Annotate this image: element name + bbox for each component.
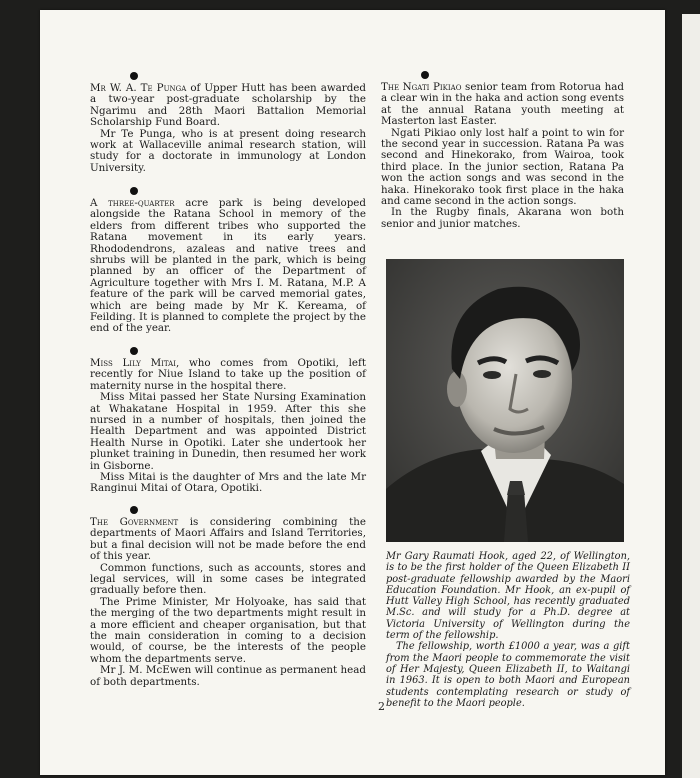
item-paragraph: Miss Mitai passed her State Nursing Examination at Whakatane Hospital in 1959. After this she nursed in a number of hospitals, then joined the Health Department and was appointed District Health Nurse in Opotiki. Later she undertook her plunket training in Dunedin, then resumed her work in Gisborne.: [90, 391, 366, 472]
item-lead: A three-quarter: [90, 197, 175, 209]
news-item-ratana-park: [90, 187, 366, 335]
news-item-ngati-pikiao: [381, 71, 624, 230]
item-lead: Mr W. A. Te Punga: [90, 82, 187, 94]
item-text: senior team from Rotorua had a clear win in the haka and action song events at the annual Ratana youth meeting at Masterton last Easter.: [381, 81, 624, 128]
news-item-government: [90, 506, 366, 688]
item-text: acre park is being developed alongside the Ratana School in memory of the elders from different tribes who supported the Ratana movement in its early years. Rhododendrons, azaleas and native trees and shrubs will be planted in the park, which is being planned by an officer of the Department of Agriculture together with Mrs I. M. Ratana, M.P. A feature of the park will be carved memorial gates, which are being made by Mr K. Kereama, of Feilding. It is planned to complete the project by the end of the year.: [90, 197, 366, 335]
news-item-lily-mitai: [90, 347, 366, 495]
item-lead: Miss Lily Mitai: [90, 357, 176, 369]
bullet-icon: [130, 187, 138, 195]
bullet-icon: [130, 72, 138, 80]
bullet-icon: [421, 71, 429, 79]
portrait-illustration: [386, 259, 624, 542]
item-text: of Upper Hutt has been awarded a two-year post-graduate scholarship by the Ngarimu and 28th Maori Battalion Memorial Scholarship Fund Board.: [90, 82, 366, 129]
item-paragraph: Ngati Pikiao only lost half a point to win for the second year in succession. Ratana Pa was second and Hinekorako, from Wairoa, took third place. In the junior section, Ratana Pa won the action songs and was second in the haka. Hinekorako took first place in the haka and came second in the action songs.: [381, 126, 624, 208]
item-text: , who comes from Opotiki, left recently for Niue Island to take up the position of maternity nurse in the hospital there.: [90, 357, 366, 392]
adjacent-page-edge: [682, 14, 700, 778]
bullet-icon: [130, 347, 138, 355]
item-paragraph: Miss Mitai is the daughter of Mrs and the late Mr Ranginui Mitai of Otara, Opotiki.: [90, 471, 366, 495]
bullet-icon: [130, 506, 138, 514]
item-text: is considering combining the departments of Maori Affairs and Island Territories, but a final decision will not be made before the end of this year.: [90, 516, 366, 563]
item-paragraph: Common functions, such as accounts, stores and legal services, will in some cases be integrated gradually before then.: [90, 561, 366, 597]
caption-paragraph: The fellowship, worth £1000 a year, was a gift from the Maori people to commemorate the visit of Her Majesty, Queen Elizabeth II, to Waitangi in 1963. It is open to both Maori and European students contemplating research or study of benefit to the Maori people.: [386, 641, 630, 709]
item-lead: The Ngati Pikiao: [381, 81, 462, 93]
item-paragraph: The Prime Minister, Mr Holyoake, has said that the merging of the two departments might result in a more efficient and cheaper organisation, but that the main consideration in coming to a decision would, of course, be the interests of the people whom the departments serve.: [90, 595, 366, 665]
item-paragraph: Mr J. M. McEwen will continue as permanent head of both departments.: [90, 664, 366, 688]
portrait-photo: [386, 259, 624, 542]
news-item-te-punga: [90, 72, 366, 174]
photo-caption: [386, 551, 630, 709]
item-paragraph: Mr Te Punga, who is at present doing research work at Wallaceville animal research station, will study for a doctorate in immunology at London University.: [90, 127, 366, 174]
item-lead: The Government: [90, 516, 179, 528]
caption-paragraph: Mr Gary Raumati Hook, aged 22, of Wellington, is to be the first holder of the Queen Elizabeth II post-graduate fellowship awarded by the Maori Education Foundation. Mr Hook, an ex-pupil of Hutt Valley High School, has recently graduated M.Sc. and will study for a Ph.D. degree at Victoria University of Wellington during the term of the fellowship.: [386, 551, 630, 642]
page-number: 2: [378, 700, 385, 713]
item-paragraph: In the Rugby finals, Akarana won both senior and junior matches.: [381, 206, 624, 230]
